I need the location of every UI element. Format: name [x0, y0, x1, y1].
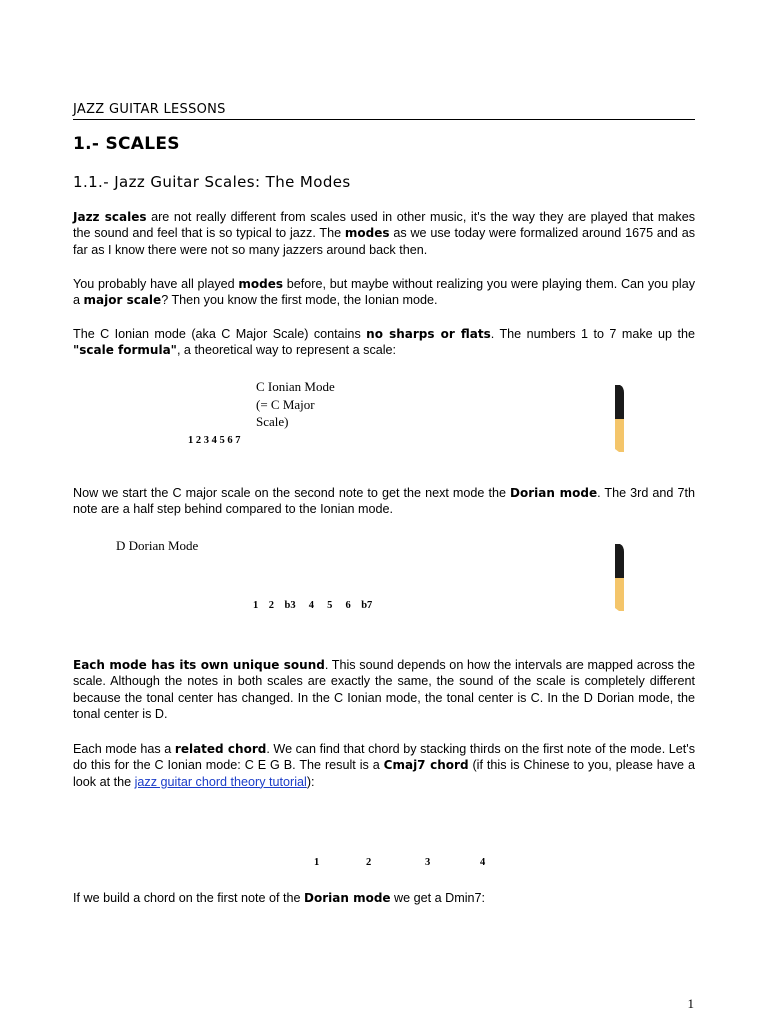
- text: are not really different from scales used in other music, it's the way they are played that makes the sound and feel that is so typical to jazz. The: [73, 210, 695, 241]
- scrollbar-marker-icon: [614, 544, 624, 611]
- text: If we build a chord on the first note of the: [73, 891, 305, 905]
- text: The C Ionian mode (aka C Major Scale) contains: [73, 327, 367, 341]
- text: (if this is Chinese to you, please have a look at the: [73, 758, 695, 789]
- text: , a theoretical way to represent a scale:: [176, 343, 397, 358]
- fig3-number: 2: [366, 857, 372, 868]
- text: before, but maybe without realizing you were playing them. Can you play a: [73, 277, 695, 308]
- text: as we use today were formalized around 1675 and as far as I know there were not so many jazzers around back then.: [73, 226, 695, 257]
- bold-term: Cmaj7 chord: [383, 758, 469, 773]
- bold-term: modes: [344, 226, 390, 241]
- text: . The numbers 1 to 7 make up the: [490, 327, 695, 341]
- text: Each mode has a: [73, 742, 175, 756]
- fig3-number: 3: [425, 857, 431, 868]
- paragraph-related-chord: [73, 741, 695, 790]
- fig3-number: 1: [314, 857, 320, 868]
- section-title: 1.- SCALES: [73, 134, 180, 154]
- bold-term: no sharps or flats: [366, 327, 491, 341]
- fig1-caption-line: C Ionian Mode: [256, 379, 335, 394]
- paragraph-dorian: [73, 485, 695, 518]
- text: Now we start the C major scale on the second note to get the next mode the: [73, 486, 511, 500]
- chord-theory-link[interactable]: jazz guitar chord theory tutorial: [134, 774, 307, 789]
- fig1-caption: [256, 378, 335, 431]
- paragraph-modes: [73, 276, 695, 309]
- fig3-number: 4: [480, 857, 486, 868]
- page-number: 1: [687, 996, 694, 1011]
- fig2-scale-formula: 1 2 b3 4 5 6 b7: [253, 600, 373, 611]
- page-header: JAZZ GUITAR LESSONS: [73, 102, 695, 120]
- fig1-caption-line: (= C Major: [256, 396, 315, 412]
- paragraph-unique-sound: [73, 657, 695, 722]
- bold-term: Jazz scales: [73, 210, 147, 224]
- bold-term: "scale formula": [73, 343, 177, 358]
- bold-term: related chord: [174, 742, 267, 756]
- text: . This sound depends on how the intervals are mapped across the scale. Although the notes in both scales are exactly the same, the sound of the scale is completely different because the tonal center has changed. In the C Ionian mode, the tonal center is C. In the D Dorian mode, the tonal center is D.: [73, 658, 695, 721]
- fig1-caption-line: Scale): [256, 414, 289, 429]
- text: ):: [306, 774, 315, 789]
- bold-term: modes: [238, 277, 284, 291]
- paragraph-jazz-scales: [73, 209, 695, 258]
- text: ? Then you know the first mode, the Ionian mode.: [161, 293, 438, 308]
- paragraph-dmin7: [73, 890, 695, 906]
- fig1-scale-formula: 1 2 3 4 5 6 7: [188, 435, 241, 446]
- text: we get a Dmin7:: [390, 891, 486, 905]
- text: You probably have all played: [73, 277, 239, 291]
- text: . The 3rd and 7th note are a half step behind compared to the Ionian mode.: [73, 486, 695, 517]
- subsection-title: 1.1.- Jazz Guitar Scales: The Modes: [73, 173, 351, 191]
- bold-term: Dorian mode: [510, 486, 598, 500]
- text: . We can find that chord by stacking thirds on the first note of the mode. Let's do this for the C Ionian mode: C E G B. The result is a: [73, 742, 695, 773]
- scrollbar-marker-icon: [614, 385, 624, 452]
- paragraph-c-ionian: [73, 326, 695, 359]
- bold-term: Dorian mode: [304, 891, 391, 905]
- bold-term: Each mode has its own unique sound: [73, 658, 325, 672]
- fig2-caption: D Dorian Mode: [116, 538, 199, 553]
- bold-term: major scale: [83, 293, 162, 308]
